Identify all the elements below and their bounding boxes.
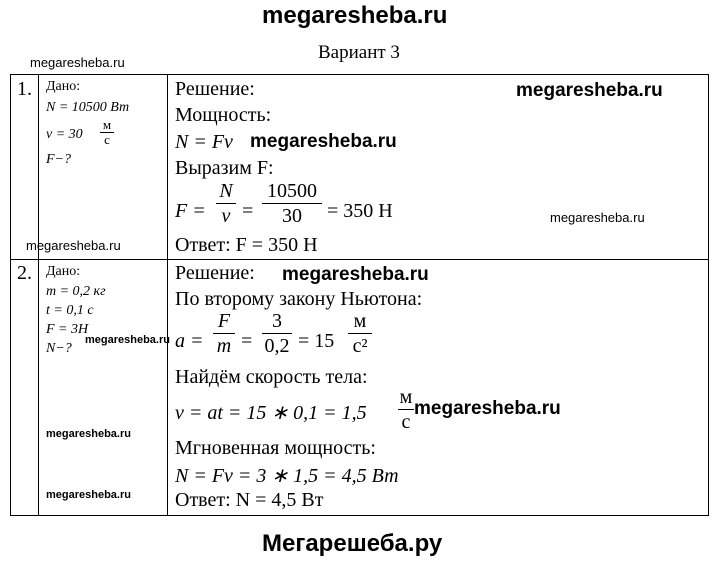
watermark: megaresheba.ru <box>550 210 645 225</box>
watermark: megaresheba.ru <box>414 398 561 419</box>
watermark: megaresheba.ru <box>282 264 429 285</box>
solution-line: По второму закону Ньютона: <box>175 288 423 310</box>
top-watermark: megaresheba.ru <box>262 2 448 29</box>
problem-number: 1. <box>17 78 32 100</box>
fraction: F m <box>213 310 235 357</box>
solution-heading: Решение: <box>175 262 255 284</box>
solution-result: = 15 <box>298 330 335 352</box>
problem-number: 2. <box>17 262 32 284</box>
unit-fraction: м с <box>399 386 413 433</box>
solution-line: Мощность: <box>175 104 272 126</box>
solution-line: Найдём скорость тела: <box>175 366 368 388</box>
fraction: 3 0,2 <box>262 310 292 357</box>
solution-formula: N = Fv <box>175 131 233 153</box>
given-line: m = 0,2 кг <box>46 284 106 299</box>
solution-formula: v = at = 15 ∗ 0,1 = 1,5 <box>175 402 367 424</box>
answer: Ответ: N = 4,5 Вт <box>175 489 324 511</box>
given-line: F = 3Н <box>46 322 89 337</box>
watermark: megaresheba.ru <box>46 428 131 440</box>
equals-sign: = <box>242 200 254 222</box>
watermark: megaresheba.ru <box>516 80 663 101</box>
solution-line: Выразим F: <box>175 157 274 179</box>
solution-formula: N = Fv = 3 ∗ 1,5 = 4,5 Вт <box>175 465 399 487</box>
footer-brand: Мегарешеба.ру <box>262 530 443 557</box>
given-line: F−? <box>46 152 71 167</box>
given-label: Дано: <box>46 264 81 279</box>
solution-calc: a = <box>175 330 204 352</box>
watermark: megaresheba.ru <box>26 238 121 253</box>
given-line: N = 10500 Вт <box>46 100 130 115</box>
given-label: Дано: <box>46 79 81 94</box>
variant-title: Вариант 3 <box>318 42 400 63</box>
answer: Ответ: F = 350 Н <box>175 234 318 256</box>
fraction: 10500 30 <box>262 180 322 227</box>
solution-line: Мгновенная мощность: <box>175 437 376 459</box>
given-line: t = 0,1 с <box>46 303 94 318</box>
fraction: N v <box>216 180 236 227</box>
unit-fraction: м с² <box>348 310 372 357</box>
equals-sign: = <box>241 330 253 352</box>
unit-fraction: м с <box>100 118 114 147</box>
given-line: N−? <box>46 341 72 356</box>
watermark: megaresheba.ru <box>250 131 397 152</box>
solution-result: = 350 Н <box>327 200 393 222</box>
watermark: megaresheba.ru <box>46 489 131 501</box>
given-line: v = 30 <box>46 127 83 142</box>
side-watermark: megaresheba.ru <box>30 55 125 70</box>
solution-calc: F = <box>175 200 206 222</box>
watermark: megaresheba.ru <box>85 334 170 346</box>
solution-heading: Решение: <box>175 78 255 100</box>
